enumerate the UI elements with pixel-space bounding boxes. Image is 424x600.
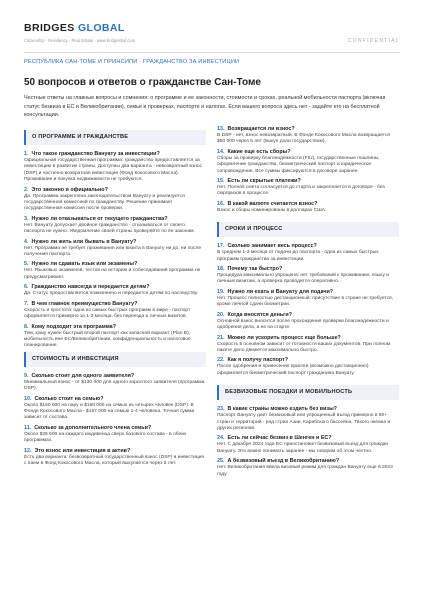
question-number: 1. [24,151,29,157]
question-text: Сколько за дополнительного члена семьи? [34,424,152,431]
question-text: Нужно ли сдавать язык или экзамены? [31,261,138,268]
question-number: 25. [217,458,225,465]
answer-text: Минимальный взнос - от $130 000 для одного взрослого заявителя (программа DSP). [24,379,205,392]
qa-item [24,261,206,281]
section-visa-header: БЕЗВИЗОВЫЕ ПОЕЗДКИ И МОБИЛЬНОСТЬ [217,385,399,400]
qa-item [24,239,206,259]
timing-qa-list [217,243,399,377]
question-text: Сколько стоит для одного заявителя? [31,372,135,379]
question-number: 19. [217,288,225,295]
question-text: Какие еще есть сборы? [227,148,291,155]
question [217,312,399,319]
answer-text: Сборы за проверку благонадежности (FIU), государственные пошлины, оформление гражданства, биометрический паспорт и юридическое сопровождение. Все суммы фиксируются в договоре заранее. [217,155,380,174]
qa-item [24,425,206,445]
qa-item [217,435,399,455]
question-number: 10. [24,395,32,402]
question-number: 24. [217,435,225,442]
question-text: Нужно ли жить или бывать в Вануату? [31,238,137,245]
page-title: 50 вопросов и ответов о гражданстве Сан-Томе [24,77,261,88]
question [24,301,206,308]
question [217,149,399,156]
fees-qa-list [217,126,399,214]
brand-tagline: Citizenship · Residency · Real Estate · www.bridgesbal.com [24,38,136,43]
question [217,201,399,208]
answer-text: Скорость и простота: одна из самых быстрых программ в мире - паспорт оформляется примерно за 1-3 месяца, без переезда и личных визитов. [24,307,191,320]
qa-item [217,178,399,198]
answer-text: Нет. С декабря 2024 года ЕС приостановил безвизовый въезд для граждан Вануату. Это важно понимать заранее - мы говорим об этом честно. [217,442,389,454]
question-number: 18. [217,266,225,273]
qa-item [24,301,206,321]
answer-text: Нет. Полная смета согласуется до старта и закрепляется в договоре - без сюрпризов в процессе. [217,185,385,197]
question [24,448,206,455]
qa-item [217,335,399,355]
answer-text: Да. Программа закреплена законодательством Вануату и реализуется государственной комиссией по гражданству. Решение принимает государственная комиссия после проверки. [24,193,185,212]
answer-text: Паспорт Вануату дает безвизовый или упрощенный въезд примерно в 90+ стран и территорий - ряд стран Азии, Карибского бассейна, Тихого океана и других регионов. [217,413,391,431]
confidential-label: CONFIDENTIAL [347,38,400,44]
answer-text: Около $26 500 на каждого иждивенца сверх базового состава - в обеих программах. [24,431,187,444]
question-text: В чем главное преимущество Вануату? [31,300,138,307]
question-text: Что такое гражданство Вануату за инвестиции? [31,151,160,157]
question [217,266,399,273]
question [24,425,206,432]
question-number: 17. [217,243,225,250]
qa-item [24,396,206,422]
question-number: 13. [217,126,225,132]
question-text: В какой валюте считается взнос? [227,200,318,207]
left-column [24,128,206,469]
question-text: Гражданство навсегда и передается детям? [31,284,150,291]
question-text: Есть ли скрытые платежи? [227,178,301,185]
answer-text: Нет. Вануату допускает двойное гражданство - отказываться от своего паспорта не нужно. Уведомление своей страны проверяйте по ее законам. [24,222,195,235]
question-text: Можно ли ускорить процесс еще больше? [227,334,341,341]
qa-item [217,458,399,478]
question [217,178,399,185]
qa-item [217,266,399,286]
question-text: Как я получу паспорт? [227,357,289,364]
qa-item [217,243,399,263]
brand-logo [24,22,400,34]
question-number: 5. [24,261,29,268]
question-number: 23. [217,406,225,413]
question-number: 14. [217,148,225,155]
answer-text: Около $150 000 на пару и $180 000 на семью из четырех человек (DSP). В Фонде Кокосового Масла - $157 000 на семью 1-4 человека. Точная сумма зависит от состава. [24,402,195,421]
qa-item [217,201,399,214]
brand-main: BRIDGES [24,22,75,34]
question-number: 3. [24,215,29,222]
question [217,126,399,133]
qa-item [24,373,206,393]
answer-text: Да. Статус предоставляется пожизненно и передается детям по наследству. [24,291,199,297]
question-number: 7. [24,300,29,307]
question-number: 6. [24,284,29,291]
question [217,289,399,296]
question [24,373,206,380]
answer-text: В среднем 1-3 месяца от подачи до паспорта - одна из самых быстрых программ гражданства за инвестиции. [217,250,379,262]
question-text: Нужно ли отказываться от текущего гражданства? [31,215,168,222]
qa-item [217,289,399,309]
question-number: 8. [24,323,29,330]
question-number: 22. [217,357,225,364]
header-divider [24,52,400,53]
qa-item [24,187,206,213]
answer-text: Нет. Программа не требует проживания или визита в Вануату ни до, ни после получения паспорта. [24,245,202,258]
section-program-header: О ПРОГРАММЕ И ГРАЖДАНСТВЕ [24,130,206,145]
question-text: Есть ли сейчас безвиз в Шенген и ЕС? [227,435,332,442]
question [24,151,206,158]
answer-text: Основной взнос вносится после прохождения проверки благонадежности и одобрения дела, а не на старте. [217,318,389,331]
program-qa-list [24,151,206,350]
question-text: Почему так быстро? [227,266,283,273]
question-text: Когда вносятся деньги? [227,311,293,318]
question-text: Это взнос или инвестиция в актив? [34,447,131,454]
question [24,396,206,403]
answer-text: Взнос и сборы номинированы в долларах США. [217,207,327,213]
section-timing-header: СРОКИ И ПРОЦЕСС [217,222,399,237]
question-number: 2. [24,186,29,193]
question [24,216,206,223]
question-number: 16. [217,200,225,207]
question-text: Возвращается ли взнос? [227,126,295,132]
qa-item [24,284,206,297]
right-column [217,123,399,480]
question [217,335,399,342]
cost-qa-list [24,373,206,468]
question-number: 21. [217,334,225,341]
question-number: 20. [217,311,225,318]
intro-paragraph: Честные ответы на главные вопросы и сомнения: о программе и ее законности, стоимости и сроках, реальной мобильности паспорта (включая статус безвиза в ЕС и Великобритании), семье и проверках, паспорте и налогах. Если вашего вопроса здесь нет - задайте его на бесплатной консультации. [24,95,386,119]
qa-item [24,216,206,236]
document-header [24,22,400,44]
question-number: 9. [24,372,29,379]
qa-item [24,324,206,350]
question-text: Это законно и официально? [31,186,108,193]
answer-text: Тем, кому нужен быстрый второй паспорт как запасной вариант (Plan B), мобильность вне ЕС/Великобритании, конфиденциальность и налоговое планирование. [24,330,191,349]
question [24,324,206,331]
qa-item [217,126,399,146]
section-cost-header: СТОИМОСТЬ И ИНВЕСТИЦИЯ [24,352,206,367]
qa-item [24,151,206,184]
answer-text: Есть два варианта: безвозвратный государственный взнос (DSP) и инвестиция с паем в Фонд Кокосового Масла, который выкупается через 5 лет. [24,454,205,466]
question-text: В какие страны можно ездить без визы? [227,406,337,413]
answer-text: Официальная государственная программа: гражданство предоставляется за инвестицию в развитие страны. Доступны два варианта - невозвратный взнос (DSP) и частично возвратная инвестиция (Фонд Кокосового Масла). Проживание и покупка недвижимости не требуются. [24,158,203,183]
question-text: Сколько стоит на семью? [34,395,104,402]
answer-text: В DSP - нет, взнос невозвратный. В Фонде Кокосового Масла возвращается $50 000 через 5 лет (выкуп доли государством). [217,133,391,145]
qa-item [217,149,399,175]
question-number: 12. [24,447,32,454]
answer-text: Нет. Языковых экзаменов, тестов на историю и собеседований программа не предусматривает. [24,268,201,280]
question-text: Сколько занимает весь процесс? [227,243,317,250]
page-kicker: РЕСПУБЛИКА САН-ТОМЕ И ПРИНСИПИ · ГРАЖДАНСТВО ЗА ИНВЕСТИЦИИ [24,59,240,65]
question [24,187,206,194]
question-number: 15. [217,178,225,185]
qa-item [217,312,399,332]
qa-item [217,406,399,432]
question-text: Кому подходит эта программа? [31,323,116,330]
question-text: Нужно ли ехать в Вануату для подачи? [227,288,334,295]
question-number: 4. [24,238,29,245]
question [24,239,206,246]
qa-item [24,448,206,468]
answer-text: Нет. Великобритания ввела визовый режим для граждан Вануату еще в 2023 году. [217,465,393,477]
answer-text: Скорость в основном зависит от готовности ваших документов. При полном пакете дело движется максимально быстро. [217,341,391,353]
answer-text: Процедура максимально упрощена: нет требований к проживанию, языку и личным визитам, а проверка проводится оперативно. [217,273,389,285]
brand-accent: GLOBAL [77,22,125,34]
question-number: 11. [24,424,32,431]
visa-qa-list [217,406,399,478]
question-text: А безвизовый въезд в Великобританию? [227,458,340,465]
answer-text: После одобрения и принесения присяги (возможно дистанционно) оформляется биометрический паспорт гражданина Вануату. [217,364,369,376]
answer-text: Нет. Процесс полностью дистанционный; присутствие в стране не требуется, кроме личной сдачи биометрии. [217,295,394,308]
qa-item [217,357,399,377]
